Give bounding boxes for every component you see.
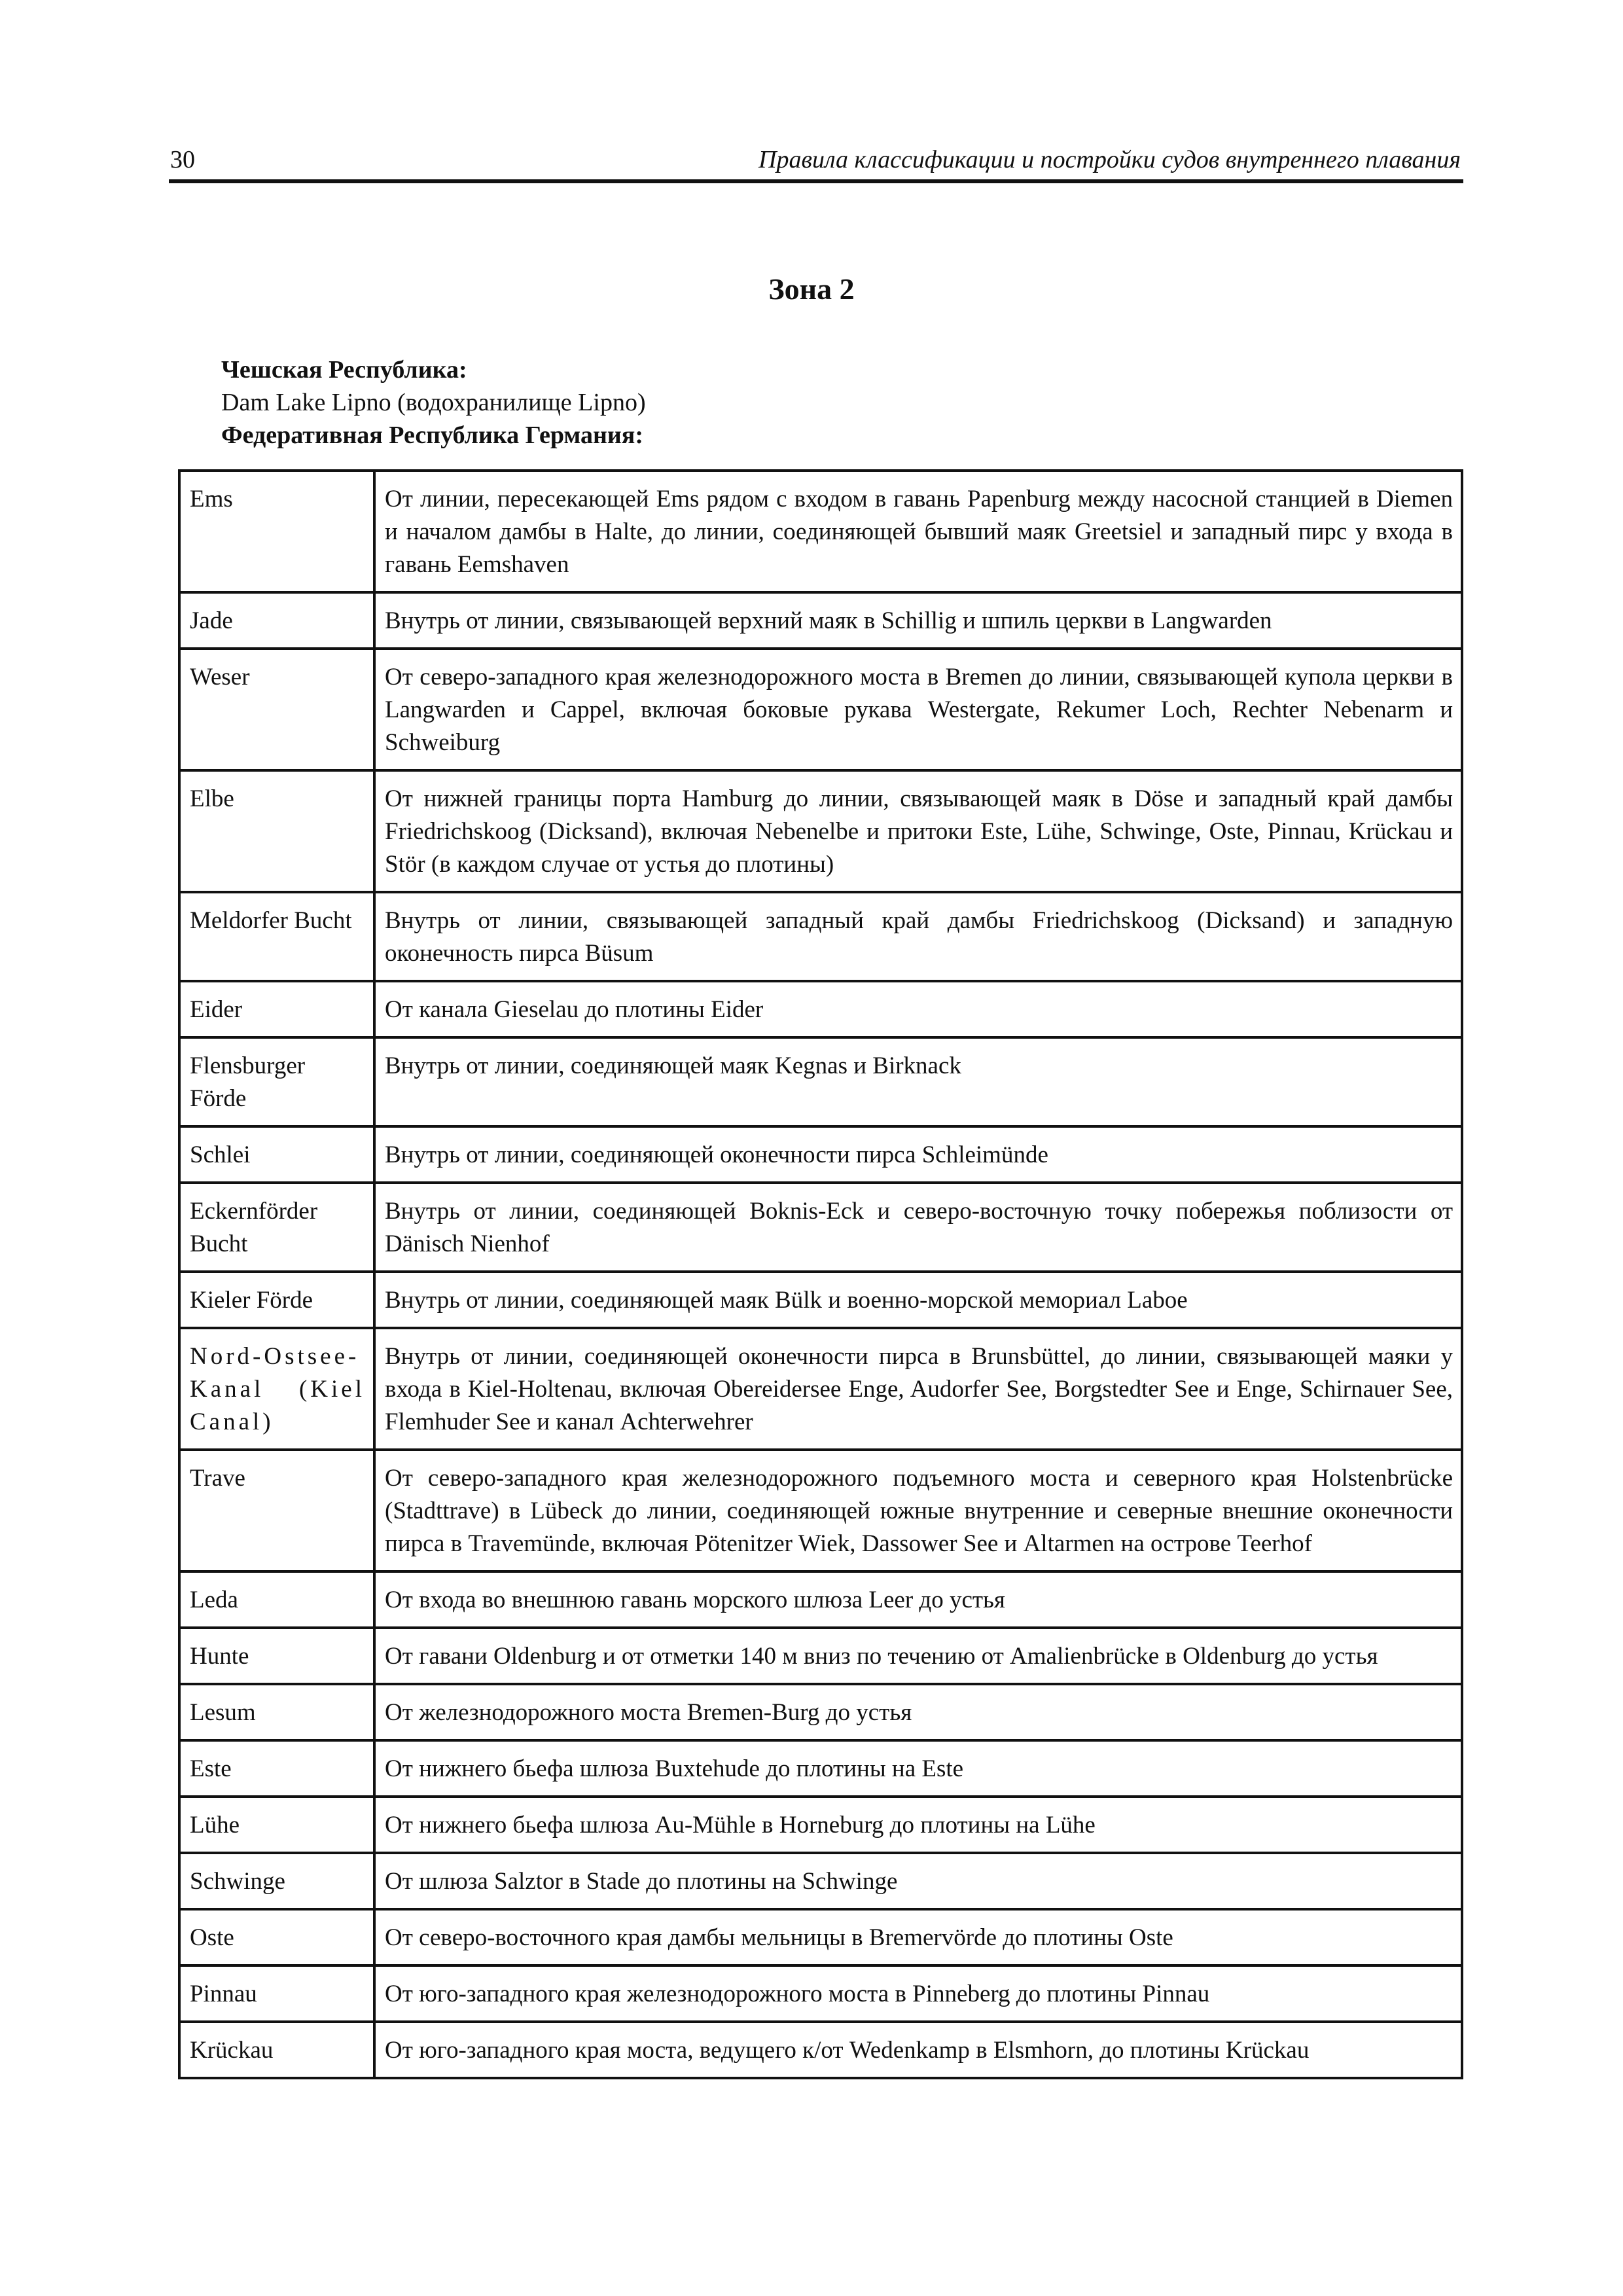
country-germany: Федеративная Республика Германия: — [221, 422, 643, 449]
waterway-name: Leda — [179, 1571, 374, 1628]
table-row — [179, 1684, 1462, 1740]
table-row — [179, 1183, 1462, 1272]
table-row — [179, 892, 1462, 981]
waterway-description: От шлюза Salztor в Stade до плотины на Schwinge — [374, 1853, 1462, 1909]
waterway-name: Este — [179, 1740, 374, 1797]
table-row — [179, 770, 1462, 892]
waterway-description: Внутрь от линии, соединяющей маяк Kegnas и Birknack — [374, 1037, 1462, 1126]
running-title: Правила классификации и постройки судов внутреннего плавания — [758, 146, 1461, 173]
waterways-table — [178, 469, 1463, 2079]
waterway-name: Pinnau — [179, 1965, 374, 2022]
table-row — [179, 1450, 1462, 1571]
waterway-description: От нижнего бьефа шлюза Au-Mühle в Horneburg до плотины на Lühe — [374, 1797, 1462, 1853]
table-row — [179, 1571, 1462, 1628]
waterway-description: От линии, пересекающей Ems рядом с входом в гавань Papenburg между насосной станцией в Diemen и началом дамбы в Halte, до линии, соединяющей бывший маяк Greetsiel и западный пирс у входа в гавань Eemshaven — [374, 471, 1462, 592]
waterway-description: От северо-западного края железнодорожного моста в Bremen до линии, связывающей купола церкви в Langwarden и Cappel, включая боковые рукава Westergate, Rekumer Loch, Rechter Nebenarm и Schweiburg — [374, 649, 1462, 770]
waterway-name: Eckernförder Bucht — [179, 1183, 374, 1272]
waterway-description: Внутрь от линии, связывающей западный край дамбы Friedrichskoog (Dicksand) и западную оконечность пирса Büsum — [374, 892, 1462, 981]
table-row — [179, 1037, 1462, 1126]
table-row — [179, 1797, 1462, 1853]
waterway-description: Внутрь от линии, соединяющей Boknis-Eck и северо-восточную точку побережья поблизости от Dänisch Nienhof — [374, 1183, 1462, 1272]
table-row — [179, 471, 1462, 592]
table-row — [179, 649, 1462, 770]
waterway-name: Lesum — [179, 1684, 374, 1740]
waterway-description: От железнодорожного моста Bremen-Burg до устья — [374, 1684, 1462, 1740]
waterway-description: От гавани Oldenburg и от отметки 140 м вниз по течению от Amalienbrücke в Oldenburg до устья — [374, 1628, 1462, 1684]
table-row — [179, 1965, 1462, 2022]
waterway-name: Schwinge — [179, 1853, 374, 1909]
waterways-table-body — [179, 471, 1462, 2078]
waterway-description: От канала Gieselau до плотины Eider — [374, 981, 1462, 1037]
intro-block — [221, 353, 646, 452]
page-header — [169, 143, 1463, 183]
table-row — [179, 981, 1462, 1037]
table-row — [179, 2022, 1462, 2078]
waterway-name: Elbe — [179, 770, 374, 892]
waterway-name: Meldorfer Bucht — [179, 892, 374, 981]
waterway-description: Внутрь от линии, соединяющей маяк Bülk и военно-морской мемориал Laboe — [374, 1272, 1462, 1328]
waterway-description: Внутрь от линии, соединяющей оконечности пирса Schleimünde — [374, 1126, 1462, 1183]
waterway-name: Eider — [179, 981, 374, 1037]
waterway-name: Hunte — [179, 1628, 374, 1684]
waterway-name: Lühe — [179, 1797, 374, 1853]
waterway-description: От нижнего бьефа шлюза Buxtehude до плотины на Este — [374, 1740, 1462, 1797]
waterway-description: Внутрь от линии, соединяющей оконечности пирса в Brunsbüttel, до линии, связывающей маяки у входа в Kiel-Holtenau, включая Obereidersee Enge, Audorfer See, Borgstedter See и Enge, Schirnauer See, Flemhuder See и канал Achterwehrer — [374, 1328, 1462, 1450]
table-row — [179, 1628, 1462, 1684]
water-lipno: Dam Lake Lipno (водохранилище Lipno) — [221, 389, 646, 416]
waterway-description: От юго-западного края железнодорожного моста в Pinneberg до плотины Pinnau — [374, 1965, 1462, 2022]
waterway-name: Jade — [179, 592, 374, 649]
country-czech: Чешская Республика: — [221, 356, 467, 384]
table-row — [179, 1740, 1462, 1797]
waterway-name: Ems — [179, 471, 374, 592]
page-number: 30 — [170, 146, 195, 173]
table-row — [179, 1328, 1462, 1450]
waterway-description: От северо-восточного края дамбы мельницы в Bremervörde до плотины Oste — [374, 1909, 1462, 1965]
waterway-name: Oste — [179, 1909, 374, 1965]
waterway-name: Nord-Ostsee-Kanal (Kiel Canal) — [179, 1328, 374, 1450]
table-row — [179, 1126, 1462, 1183]
zone-title: Зона 2 — [768, 272, 855, 306]
waterway-description: От нижней границы порта Hamburg до линии, связывающей маяк в Döse и западный край дамбы Friedrichskoog (Dicksand), включая Nebenelbe и притоки Este, Lühe, Schwinge, Oste, Pinnau, Krückau и Stör (в каждом случае от устья до плотины) — [374, 770, 1462, 892]
table-row — [179, 1272, 1462, 1328]
waterway-description: От входа во внешнюю гавань морского шлюза Leer до устья — [374, 1571, 1462, 1628]
waterway-description: Внутрь от линии, связывающей верхний маяк в Schillig и шпиль церкви в Langwarden — [374, 592, 1462, 649]
table-row — [179, 1853, 1462, 1909]
waterway-description: От северо-западного края железнодорожного подъемного моста и северного края Holstenbrücke (Stadttrave) в Lübeck до линии, соединяющей южные внутренние и северные внешние оконечности пирса в Travemünde, включая Pötenitzer Wiek, Dassower See и Altarmen на острове Teerhof — [374, 1450, 1462, 1571]
waterway-name: Trave — [179, 1450, 374, 1571]
waterway-description: От юго-западного края моста, ведущего к/от Wedenkamp в Elsmhorn, до плотины Krückau — [374, 2022, 1462, 2078]
table-row — [179, 592, 1462, 649]
table-row — [179, 1909, 1462, 1965]
waterway-name: Kieler Förde — [179, 1272, 374, 1328]
waterway-name: Schlei — [179, 1126, 374, 1183]
waterway-name: Weser — [179, 649, 374, 770]
waterway-name: Krückau — [179, 2022, 374, 2078]
waterway-name: Flensburger Förde — [179, 1037, 374, 1126]
